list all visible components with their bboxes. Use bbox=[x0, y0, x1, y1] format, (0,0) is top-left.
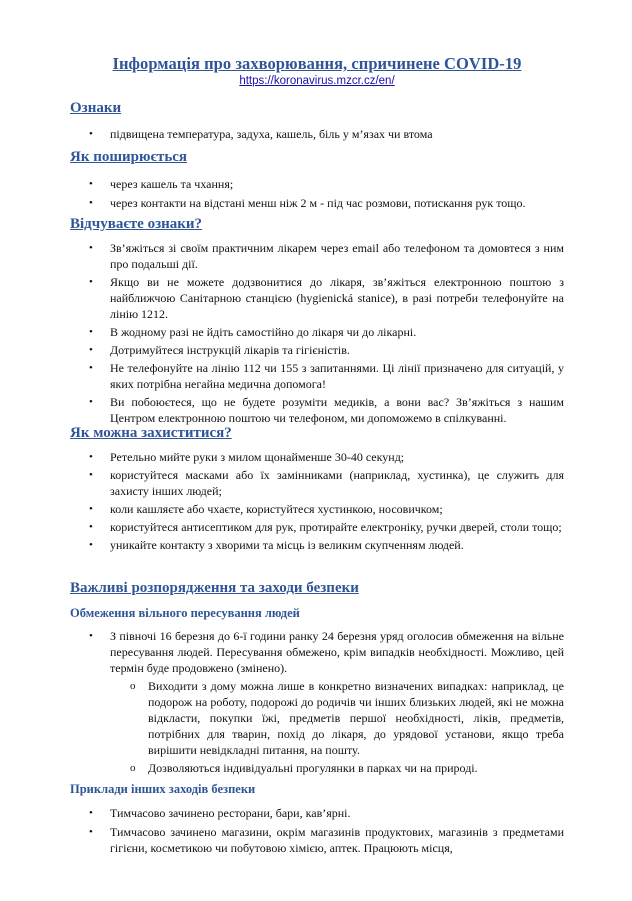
heading-restriction: Обмеження вільного пересування людей bbox=[70, 606, 300, 620]
bullet-icon: • bbox=[89, 197, 93, 209]
source-link[interactable]: https://koronavirus.mzcr.cz/en/ bbox=[239, 75, 395, 87]
bullet-icon: • bbox=[89, 344, 93, 356]
list-item: • Зв’яжіться зі своїм практичним лікарем через email або телефоном та домовтеся з ним про подальші дії. bbox=[89, 241, 564, 271]
bullet-icon: • bbox=[89, 396, 93, 408]
heading-symptoms: Ознаки bbox=[70, 100, 122, 116]
bullet-icon: • bbox=[89, 807, 93, 819]
examples-list bbox=[70, 805, 564, 856]
bullet-icon: • bbox=[89, 242, 93, 254]
list-item: • користуйтеся масками або їх замінниками (наприклад, хустинка), це служить для захисту інших людей; bbox=[89, 468, 564, 498]
list-item: • Тимчасово зачинено магазини, окрім магазинів продуктових, магазинів з предметами гігієни, косметикою чи побутовою хімією, аптек. Працюють місця, bbox=[89, 825, 564, 855]
bullet-icon: • bbox=[89, 539, 93, 551]
bullet-icon: • bbox=[89, 326, 93, 338]
protect-list bbox=[70, 449, 564, 553]
spread-list bbox=[70, 176, 564, 211]
heading-spread: Як поширюється bbox=[70, 149, 188, 165]
sub-list-item: o Дозволяються індивідуальні прогулянки в парках чи на природі. bbox=[130, 761, 478, 775]
bullet-icon: • bbox=[89, 826, 93, 838]
heading-examples: Приклади інших заходів безпеки bbox=[70, 782, 256, 796]
page-title: Інформація про захворювання, спричинене COVID-19 bbox=[112, 54, 522, 73]
list-item: • Якщо ви не можете додзвонитися до лікаря, зв’яжіться електронною поштою з найближчою Санітарною станцією (hygienická stanice), в разі потреби телефонуйте на лінію 1212. bbox=[89, 275, 564, 321]
bullet-icon: • bbox=[89, 521, 93, 533]
bullet-icon: • bbox=[89, 469, 93, 481]
list-item: • коли кашляєте або чхаєте, користуйтеся хустинкою, носовичком; bbox=[89, 502, 443, 516]
list-item: • уникайте контакту з хворими та місць із великим скупченням людей. bbox=[89, 538, 464, 552]
symptoms-list bbox=[70, 126, 564, 142]
heading-measures: Важливі розпорядження та заходи безпеки bbox=[70, 580, 359, 596]
list-item: • Тимчасово зачинено ресторани, бари, кав’ярні. bbox=[89, 806, 351, 820]
list-item: • Не телефонуйте на лінію 112 чи 155 з запитаннями. Ці лінії призначено для ситуацій, у яких потрібна негайна медична допомога! bbox=[89, 361, 564, 391]
list-item: • через кашель та чхання; bbox=[89, 177, 234, 191]
bullet-icon: • bbox=[89, 362, 93, 374]
list-item: • користуйтеся антисептиком для рук, протирайте електроніку, ручки дверей, столи тощо; bbox=[89, 520, 562, 534]
circle-bullet-icon: o bbox=[130, 680, 136, 692]
bullet-icon: • bbox=[89, 451, 93, 463]
restriction-sublist bbox=[70, 678, 564, 776]
circle-bullet-icon: o bbox=[130, 762, 136, 774]
feel-symptoms-list bbox=[70, 240, 564, 426]
heading-protect: Як можна захиститися? bbox=[70, 425, 232, 441]
list-item: • через контакти на відстані менш ніж 2 м - під час розмови, потискання рук тощо. bbox=[89, 196, 526, 210]
restriction-list bbox=[70, 628, 564, 676]
heading-feel-symptoms: Відчуваєте ознаки? bbox=[70, 216, 203, 232]
bullet-icon: • bbox=[89, 178, 93, 190]
list-item: • Ретельно мийте руки з милом щонайменше 30-40 секунд; bbox=[89, 450, 405, 464]
bullet-icon: • bbox=[89, 503, 93, 515]
list-item: • Дотримуйтеся інструкцій лікарів та гігієністів. bbox=[89, 343, 350, 357]
list-item: • підвищена температура, задуха, кашель, біль у м’язах чи втома bbox=[89, 127, 433, 141]
bullet-icon: • bbox=[89, 630, 93, 642]
list-item: • Ви побоюєтеся, що не будете розуміти медиків, а вони вас? Зв’яжіться з нашим Центром електронною поштою чи телефоном, ми допоможемо в спілкуванні. bbox=[89, 395, 564, 425]
bullet-icon: • bbox=[89, 276, 93, 288]
list-item: • В жодному разі не йдіть самостійно до лікаря чи до лікарні. bbox=[89, 325, 417, 339]
list-item: • З півночі 16 березня до 6-ї години ранку 24 березня уряд оголосив обмеження на вільне пересування людей. Пересування обмежено, крім випадків необхідності. Можливо, цей термін буде продовжено (змінено). bbox=[89, 629, 564, 675]
bullet-icon: • bbox=[89, 128, 93, 140]
sub-list-item: o Виходити з дому можна лише в конкретно визначених випадках: наприклад, це подорож на роботу, подорожі до родичів чи інших близьких людей, які не можна відкласти, покупки їжі, предметів першої необхідності, ліків, предметів, потрібних для тварин, похід до лікаря, до урядової установи, якщо треба вирішити невідкладні питання, на пошту. bbox=[130, 679, 564, 757]
